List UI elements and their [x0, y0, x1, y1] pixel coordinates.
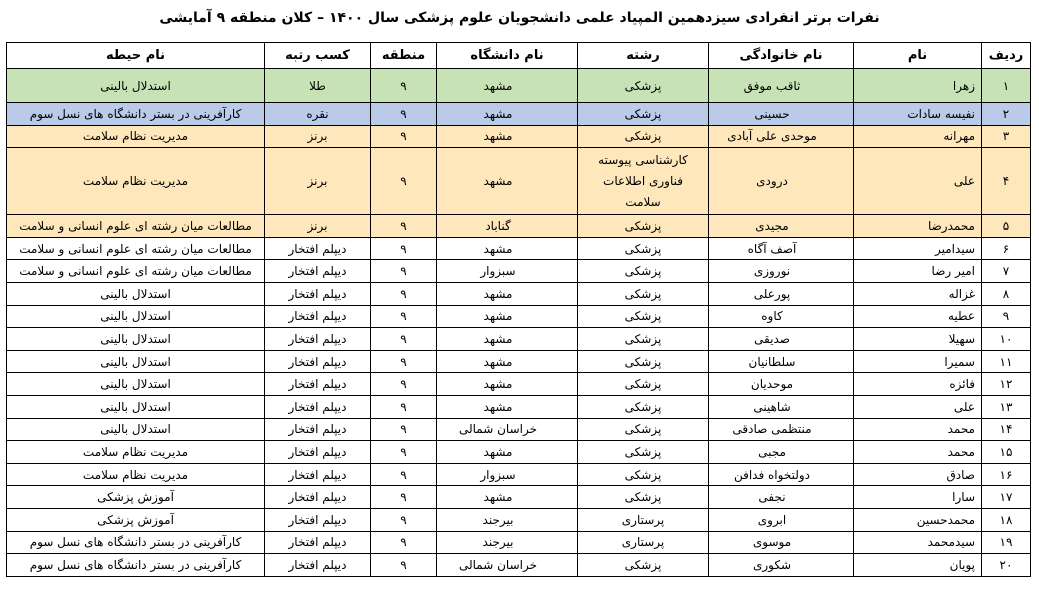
- cell-university: مشهد: [437, 328, 578, 351]
- cell-radif: ۵: [982, 215, 1031, 238]
- table-row: [7, 148, 1031, 215]
- cell-domain: مدیریت نظام سلامت: [7, 148, 265, 215]
- cell-name: سهیلا: [854, 328, 982, 351]
- cell-name: علی: [854, 148, 982, 215]
- cell-name: فائزه: [854, 373, 982, 396]
- cell-name: محمد: [854, 441, 982, 464]
- cell-name: محمدحسین: [854, 508, 982, 531]
- cell-name: عطیه: [854, 305, 982, 328]
- cell-domain: استدلال بالینی: [7, 69, 265, 103]
- cell-rank: دیپلم افتخار: [265, 508, 371, 531]
- cell-university: مشهد: [437, 148, 578, 215]
- cell-domain: استدلال بالینی: [7, 328, 265, 351]
- cell-field: پزشکی: [578, 395, 709, 418]
- cell-university: گناباد: [437, 215, 578, 238]
- cell-radif: ۶: [982, 237, 1031, 260]
- cell-family: صدیقی: [709, 328, 854, 351]
- cell-radif: ۱: [982, 69, 1031, 103]
- page-title: نفرات برتر انفرادی سیزدهمین المپیاد علمی دانشجویان علوم پزشکی سال ۱۴۰۰ – کلان منطقه ۹ آمایشی: [159, 10, 880, 26]
- cell-field: پزشکی: [578, 441, 709, 464]
- table-row: [7, 215, 1031, 238]
- cell-university: مشهد: [437, 69, 578, 103]
- cell-university: مشهد: [437, 103, 578, 126]
- cell-radif: ۱۸: [982, 508, 1031, 531]
- table-row: [7, 508, 1031, 531]
- cell-family: موسوی: [709, 531, 854, 554]
- cell-university: مشهد: [437, 237, 578, 260]
- cell-region: ۹: [371, 148, 437, 215]
- table-row: [7, 373, 1031, 396]
- cell-rank: دیپلم افتخار: [265, 554, 371, 577]
- cell-domain: مطالعات میان رشته ای علوم انسانی و سلامت: [7, 215, 265, 238]
- cell-family: سلطانیان: [709, 350, 854, 373]
- cell-domain: استدلال بالینی: [7, 418, 265, 441]
- cell-radif: ۱۵: [982, 441, 1031, 464]
- cell-rank: دیپلم افتخار: [265, 328, 371, 351]
- cell-field: پزشکی: [578, 350, 709, 373]
- cell-radif: ۸: [982, 282, 1031, 305]
- header-rank: کسب رتبه: [265, 43, 371, 69]
- cell-rank: دیپلم افتخار: [265, 441, 371, 464]
- table-row: [7, 395, 1031, 418]
- cell-domain: مدیریت نظام سلامت: [7, 441, 265, 464]
- cell-region: ۹: [371, 125, 437, 148]
- cell-field: پزشکی: [578, 215, 709, 238]
- cell-radif: ۲۰: [982, 554, 1031, 577]
- cell-domain: استدلال بالینی: [7, 305, 265, 328]
- cell-name: پویان: [854, 554, 982, 577]
- cell-field: پزشکی: [578, 103, 709, 126]
- cell-region: ۹: [371, 373, 437, 396]
- cell-radif: ۲: [982, 103, 1031, 126]
- cell-domain: آموزش پزشکی: [7, 508, 265, 531]
- header-radif: ردیف: [982, 43, 1031, 69]
- cell-name: غزاله: [854, 282, 982, 305]
- header-field: رشته: [578, 43, 709, 69]
- table-row: [7, 486, 1031, 509]
- cell-domain: استدلال بالینی: [7, 373, 265, 396]
- cell-family: پورعلی: [709, 282, 854, 305]
- cell-name: سیدمحمد: [854, 531, 982, 554]
- cell-family: شاهینی: [709, 395, 854, 418]
- header-region: منطقه: [371, 43, 437, 69]
- cell-family: شکوری: [709, 554, 854, 577]
- cell-name: مهرانه: [854, 125, 982, 148]
- cell-region: ۹: [371, 103, 437, 126]
- cell-name: امیر رضا: [854, 260, 982, 283]
- cell-region: ۹: [371, 328, 437, 351]
- table-row: [7, 69, 1031, 103]
- cell-family: کاوه: [709, 305, 854, 328]
- cell-radif: ۱۰: [982, 328, 1031, 351]
- cell-field: پزشکی: [578, 554, 709, 577]
- cell-field: پرستاری: [578, 508, 709, 531]
- cell-university: مشهد: [437, 373, 578, 396]
- cell-university: خراسان شمالی: [437, 418, 578, 441]
- table-row: [7, 282, 1031, 305]
- cell-field: پزشکی: [578, 373, 709, 396]
- cell-domain: آموزش پزشکی: [7, 486, 265, 509]
- cell-family: آصف آگاه: [709, 237, 854, 260]
- cell-rank: برنز: [265, 215, 371, 238]
- cell-radif: ۴: [982, 148, 1031, 215]
- cell-radif: ۱۴: [982, 418, 1031, 441]
- cell-family: حسینی: [709, 103, 854, 126]
- table-row: [7, 350, 1031, 373]
- cell-radif: ۳: [982, 125, 1031, 148]
- cell-name: سارا: [854, 486, 982, 509]
- cell-field: پزشکی: [578, 486, 709, 509]
- cell-region: ۹: [371, 69, 437, 103]
- cell-domain: مدیریت نظام سلامت: [7, 463, 265, 486]
- cell-field: پزشکی: [578, 282, 709, 305]
- cell-radif: ۱۶: [982, 463, 1031, 486]
- cell-domain: مدیریت نظام سلامت: [7, 125, 265, 148]
- table-row: [7, 260, 1031, 283]
- cell-family: نجفی: [709, 486, 854, 509]
- cell-region: ۹: [371, 395, 437, 418]
- cell-name: سمیرا: [854, 350, 982, 373]
- cell-family: دولتخواه فدافن: [709, 463, 854, 486]
- cell-domain: مطالعات میان رشته ای علوم انسانی و سلامت: [7, 237, 265, 260]
- cell-radif: ۱۲: [982, 373, 1031, 396]
- cell-region: ۹: [371, 554, 437, 577]
- cell-domain: استدلال بالینی: [7, 350, 265, 373]
- cell-domain: استدلال بالینی: [7, 395, 265, 418]
- header-university: نام دانشگاه: [437, 43, 578, 69]
- table-row: [7, 463, 1031, 486]
- results-table: [6, 42, 1031, 577]
- cell-domain: مطالعات میان رشته ای علوم انسانی و سلامت: [7, 260, 265, 283]
- cell-region: ۹: [371, 418, 437, 441]
- cell-university: مشهد: [437, 395, 578, 418]
- cell-region: ۹: [371, 260, 437, 283]
- cell-radif: ۱۳: [982, 395, 1031, 418]
- cell-rank: دیپلم افتخار: [265, 237, 371, 260]
- cell-rank: دیپلم افتخار: [265, 463, 371, 486]
- cell-family: مجبی: [709, 441, 854, 464]
- cell-region: ۹: [371, 305, 437, 328]
- cell-rank: دیپلم افتخار: [265, 282, 371, 305]
- cell-university: سبزوار: [437, 463, 578, 486]
- cell-university: خراسان شمالی: [437, 554, 578, 577]
- table-row: [7, 441, 1031, 464]
- cell-radif: ۱۱: [982, 350, 1031, 373]
- cell-rank: دیپلم افتخار: [265, 531, 371, 554]
- cell-university: سبزوار: [437, 260, 578, 283]
- cell-region: ۹: [371, 531, 437, 554]
- cell-field: پزشکی: [578, 328, 709, 351]
- cell-radif: ۱۷: [982, 486, 1031, 509]
- cell-rank: برنز: [265, 148, 371, 215]
- cell-field: پزشکی: [578, 418, 709, 441]
- cell-name: سیدامیر: [854, 237, 982, 260]
- table-row: [7, 305, 1031, 328]
- cell-domain: کارآفرینی در بستر دانشگاه های نسل سوم: [7, 103, 265, 126]
- cell-rank: دیپلم افتخار: [265, 305, 371, 328]
- cell-radif: ۷: [982, 260, 1031, 283]
- cell-region: ۹: [371, 508, 437, 531]
- cell-field: پزشکی: [578, 69, 709, 103]
- table-row: [7, 103, 1031, 126]
- cell-rank: دیپلم افتخار: [265, 486, 371, 509]
- cell-field: کارشناسی پیوسته فناوری اطلاعات سلامت: [578, 148, 709, 215]
- cell-rank: نقره: [265, 103, 371, 126]
- cell-rank: دیپلم افتخار: [265, 418, 371, 441]
- header-family: نام خانوادگی: [709, 43, 854, 69]
- cell-rank: طلا: [265, 69, 371, 103]
- cell-name: علی: [854, 395, 982, 418]
- table-header-row: [7, 43, 1031, 69]
- table-row: [7, 554, 1031, 577]
- cell-family: نوروزی: [709, 260, 854, 283]
- table-row: [7, 418, 1031, 441]
- cell-university: مشهد: [437, 125, 578, 148]
- cell-university: مشهد: [437, 350, 578, 373]
- cell-field: پزشکی: [578, 237, 709, 260]
- cell-family: ثاقب موفق: [709, 69, 854, 103]
- cell-rank: دیپلم افتخار: [265, 260, 371, 283]
- cell-field: پزشکی: [578, 305, 709, 328]
- cell-family: موحدیان: [709, 373, 854, 396]
- cell-field: پزشکی: [578, 463, 709, 486]
- cell-rank: دیپلم افتخار: [265, 350, 371, 373]
- cell-university: بیرجند: [437, 508, 578, 531]
- cell-field: پرستاری: [578, 531, 709, 554]
- table-body: [7, 69, 1031, 577]
- cell-university: مشهد: [437, 282, 578, 305]
- cell-region: ۹: [371, 463, 437, 486]
- table-row: [7, 125, 1031, 148]
- cell-rank: برنز: [265, 125, 371, 148]
- cell-university: بیرجند: [437, 531, 578, 554]
- cell-university: مشهد: [437, 486, 578, 509]
- cell-university: مشهد: [437, 305, 578, 328]
- cell-family: درودی: [709, 148, 854, 215]
- header-name: نام: [854, 43, 982, 69]
- cell-region: ۹: [371, 215, 437, 238]
- cell-radif: ۱۹: [982, 531, 1031, 554]
- cell-university: مشهد: [437, 441, 578, 464]
- cell-field: پزشکی: [578, 125, 709, 148]
- cell-name: صادق: [854, 463, 982, 486]
- cell-domain: کارآفرینی در بستر دانشگاه های نسل سوم: [7, 531, 265, 554]
- cell-region: ۹: [371, 237, 437, 260]
- cell-family: موحدی علی آبادی: [709, 125, 854, 148]
- cell-domain: کارآفرینی در بستر دانشگاه های نسل سوم: [7, 554, 265, 577]
- cell-field: پزشکی: [578, 260, 709, 283]
- cell-family: مجیدی: [709, 215, 854, 238]
- cell-name: محمدرضا: [854, 215, 982, 238]
- cell-region: ۹: [371, 441, 437, 464]
- cell-name: محمد: [854, 418, 982, 441]
- table-row: [7, 531, 1031, 554]
- cell-rank: دیپلم افتخار: [265, 395, 371, 418]
- cell-rank: دیپلم افتخار: [265, 373, 371, 396]
- cell-family: منتظمی صادقی: [709, 418, 854, 441]
- cell-family: ابروی: [709, 508, 854, 531]
- cell-name: زهرا: [854, 69, 982, 103]
- cell-region: ۹: [371, 486, 437, 509]
- cell-domain: استدلال بالینی: [7, 282, 265, 305]
- header-domain: نام حیطه: [7, 43, 265, 69]
- cell-region: ۹: [371, 350, 437, 373]
- table-row: [7, 237, 1031, 260]
- table-row: [7, 328, 1031, 351]
- cell-region: ۹: [371, 282, 437, 305]
- cell-name: نفیسه سادات: [854, 103, 982, 126]
- cell-radif: ۹: [982, 305, 1031, 328]
